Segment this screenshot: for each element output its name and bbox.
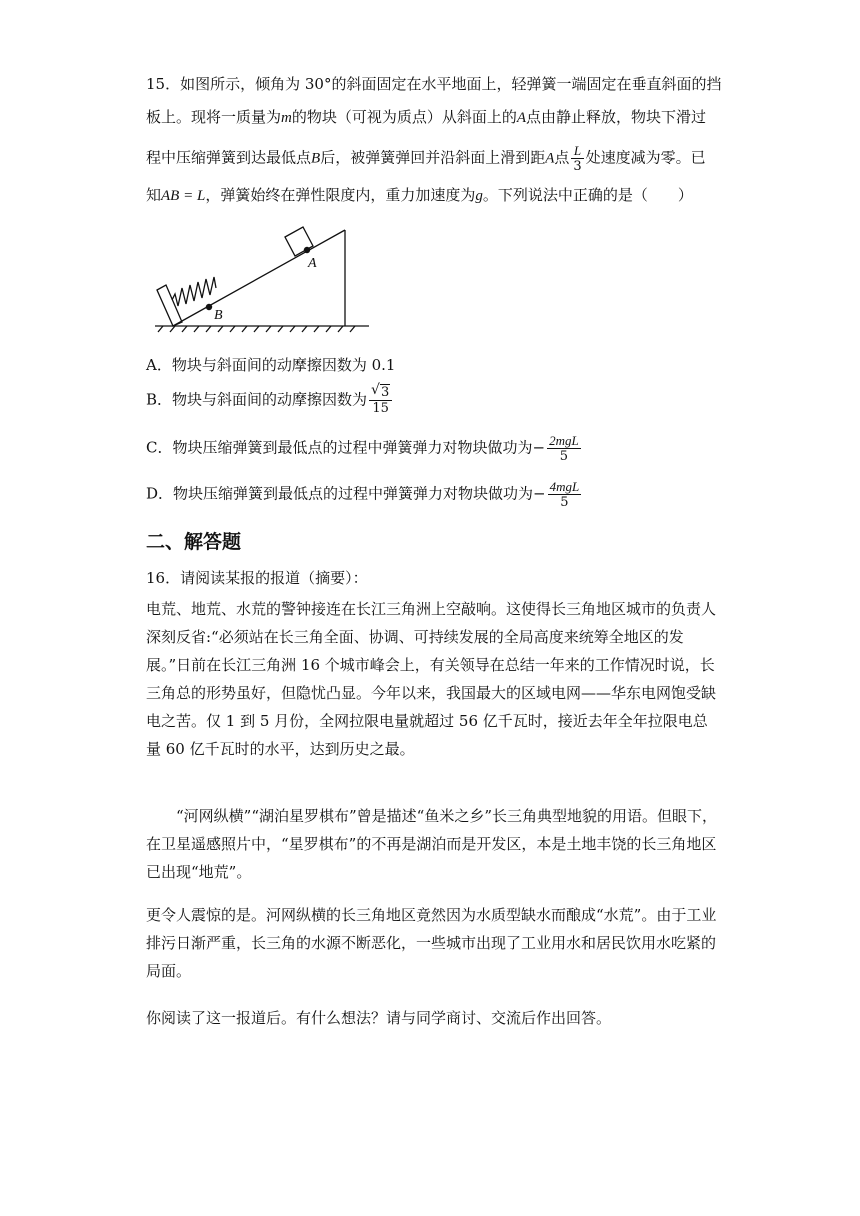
sqrt-3: 3	[381, 385, 390, 400]
label-A: A	[308, 256, 317, 271]
option-D	[146, 479, 583, 510]
option-C-text: C．物块压缩弹簧到最低点的过程中弹簧弹力对物块做功为	[146, 438, 533, 457]
option-C	[146, 433, 583, 464]
option-C-numerator: 2mgL	[549, 433, 579, 448]
option-B-denominator: 15	[372, 401, 389, 416]
option-C-minus: −	[532, 438, 546, 457]
option-B-text: B．物块与斜面间的动摩擦因数为	[146, 390, 368, 409]
spring	[172, 277, 216, 306]
option-A-text: A．物块与斜面间的动摩擦因数为 0.1	[146, 356, 396, 374]
equation-AB-L: AB = L	[161, 188, 206, 204]
q15-line-4-text-b: ，弹簧始终在弹性限度内，重力加速度为	[205, 186, 476, 204]
var-A: A	[516, 110, 527, 126]
label-B: B	[214, 308, 223, 323]
q15-line-2-text-a: 板上。现将一质量为	[146, 108, 282, 126]
section-heading: 二、解答题	[146, 531, 242, 553]
option-B-numerator: √ 3	[369, 385, 392, 401]
q15-line-2-text-b: 的物块（可视为质点）从斜面上的	[291, 108, 517, 126]
option-C-denominator: 5	[559, 449, 569, 464]
var-A-2: A	[545, 150, 555, 167]
q15-line-2-text-c: 点由静止释放，物块下滑过	[526, 108, 707, 126]
q16-paragraph-2: “河网纵横”“湖泊星罗棋布”曾是描述“鱼米之乡”长三角典型地貌的用语。但眼下，在卫星遥感照片中，“星罗棋布”的不再是湖泊而是开发区，本是土地丰饶的长三角地区已出现“地荒”。	[146, 807, 718, 881]
q15-line-1	[146, 73, 721, 95]
incline-spring-figure	[155, 222, 375, 334]
option-D-minus: −	[533, 484, 546, 503]
q15-line-4	[146, 184, 693, 207]
fraction-numerator: L	[571, 143, 583, 159]
q15-line-3-text-d: 处速度减为零。已	[585, 148, 706, 167]
fraction-L-over-3	[571, 143, 583, 174]
ground-hatching	[158, 326, 355, 332]
q16-paragraph-1: 电荒、地荒、水荒的警钟接连在长江三角洲上空敲响。这使得长三角地区城市的负责人深刻反省:“必须站在长三角全面、协调、可持续发展的全局高度来统筹全地区的发展。”日前在长江三角洲 16 个城市峰会上，有关领导在总结一年来的工作情况时说，长三角总的形势虽好，但隐忧凸显。今年以来，我国最大的区域电网——华东电网饱受缺电之苦。仅 1 到 5 月份，全网拉限电量就超过 56 亿千瓦时，接近去年全年拉限电总量 60 亿千瓦时的水平，达到历史之最。	[146, 600, 717, 758]
point-A-dot	[304, 247, 310, 253]
incline-surface	[173, 230, 345, 326]
q15-line-3-text-b: 后，被弹簧弹回并沿斜面上滑到距	[320, 148, 546, 167]
q15-line-3	[146, 143, 706, 174]
q15-line-3-text-a: 程中压缩弹簧到达最低点	[146, 148, 312, 167]
fraction-denominator: 3	[573, 159, 582, 174]
var-B: B	[311, 150, 321, 167]
point-B-dot	[206, 304, 212, 310]
option-D-denominator: 5	[560, 495, 569, 510]
option-B	[146, 382, 394, 416]
option-B-fraction	[369, 382, 392, 416]
q15-line-4-text-a: 知	[146, 186, 162, 204]
q15-line-3-text-c: 点	[554, 148, 570, 167]
option-A	[146, 354, 395, 376]
q16-paragraph-4: 你阅读了这一报道后。有什么想法？请与同学商讨、交流后作出回答。	[146, 1009, 612, 1027]
option-D-numerator: 4mgL	[549, 479, 580, 494]
option-C-fraction	[547, 433, 581, 464]
q16-intro	[146, 567, 368, 589]
option-D-text: D．物块压缩弹簧到最低点的过程中弹簧弹力对物块做功为	[146, 484, 534, 503]
var-m: m	[281, 110, 292, 126]
q15-line-2	[146, 106, 706, 129]
option-D-fraction	[548, 479, 582, 510]
q16-intro-text: 16．请阅读某报的报道（摘要）：	[146, 569, 368, 587]
var-g: g	[475, 188, 483, 204]
q15-line-4-text-c: 。下列说法中正确的是（ ）	[482, 186, 693, 204]
q15-line-1-text: 15．如图所示，倾角为 30°的斜面固定在水平地面上，轻弹簧一端固定在垂直斜面的挡	[146, 75, 722, 93]
q16-paragraph-3: 更令人震惊的是。河网纵横的长三角地区竟然因为水质型缺水而酿成“水荒”。由于工业排污日渐严重，长三角的水源不断恶化，一些城市出现了工业用水和居民饮用水吃紧的局面。	[146, 906, 717, 980]
